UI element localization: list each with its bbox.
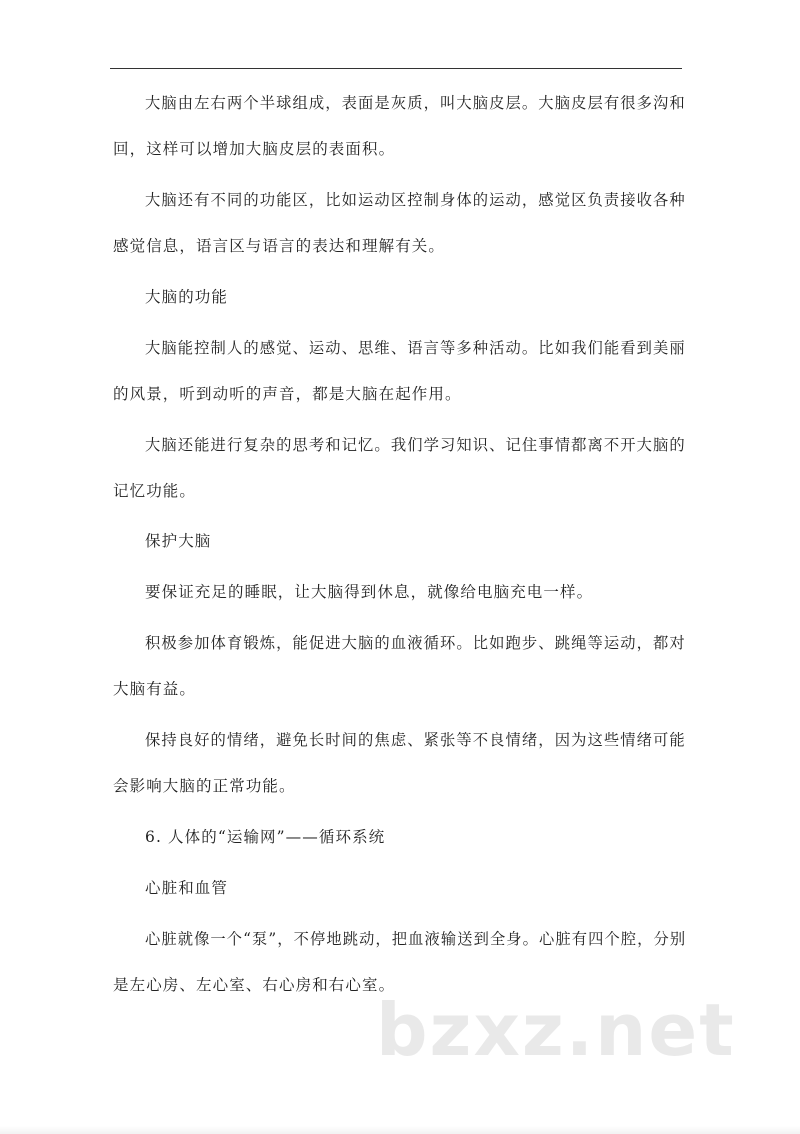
header-rule bbox=[110, 68, 682, 69]
page-bottom-edge bbox=[0, 1126, 800, 1134]
text-line: 心脏和血管 bbox=[145, 879, 229, 897]
text-line: 保持良好的情绪，避免长时间的焦虑、紧张等不良情绪，因为这些情绪可能 bbox=[145, 731, 686, 749]
text-line: 积极参加体育锻炼，能促进大脑的血液循环。比如跑步、跳绳等运动，都对 bbox=[145, 634, 686, 652]
text-line: 大脑还有不同的功能区，比如运动区控制身体的运动，感觉区负责接收各种 bbox=[145, 191, 686, 209]
text-line: 感觉信息，语言区与语言的表达和理解有关。 bbox=[113, 237, 446, 255]
text-line: 大脑有益。 bbox=[113, 680, 197, 698]
text-line: 保护大脑 bbox=[145, 532, 212, 550]
text-line: 记忆功能。 bbox=[113, 482, 197, 500]
text-line: 回，这样可以增加大脑皮层的表面积。 bbox=[113, 140, 396, 158]
text-line: 大脑还能进行复杂的思考和记忆。我们学习知识、记住事情都离不开大脑的 bbox=[145, 436, 686, 454]
text-line: 要保证充足的睡眠，让大脑得到休息，就像给电脑充电一样。 bbox=[145, 583, 594, 601]
text-line: 心脏就像一个“泵”，不停地跳动，把血液输送到全身。心脏有四个腔，分别 bbox=[145, 930, 687, 948]
text-line: 大脑的功能 bbox=[145, 288, 229, 306]
text-line: 的风景，听到动听的声音，都是大脑在起作用。 bbox=[113, 385, 462, 403]
text-line: 大脑能控制人的感觉、运动、思维、语言等多种活动。比如我们能看到美丽 bbox=[145, 339, 686, 357]
text-line: 是左心房、左心室、右心房和右心室。 bbox=[113, 976, 396, 994]
watermark-text: bzxz.net bbox=[376, 988, 736, 1072]
text-line: 会影响大脑的正常功能。 bbox=[113, 777, 296, 795]
text-line: 6. 人体的“运输网”——循环系统 bbox=[145, 828, 386, 846]
text-line: 大脑由左右两个半球组成，表面是灰质，叫大脑皮层。大脑皮层有很多沟和 bbox=[145, 94, 686, 112]
